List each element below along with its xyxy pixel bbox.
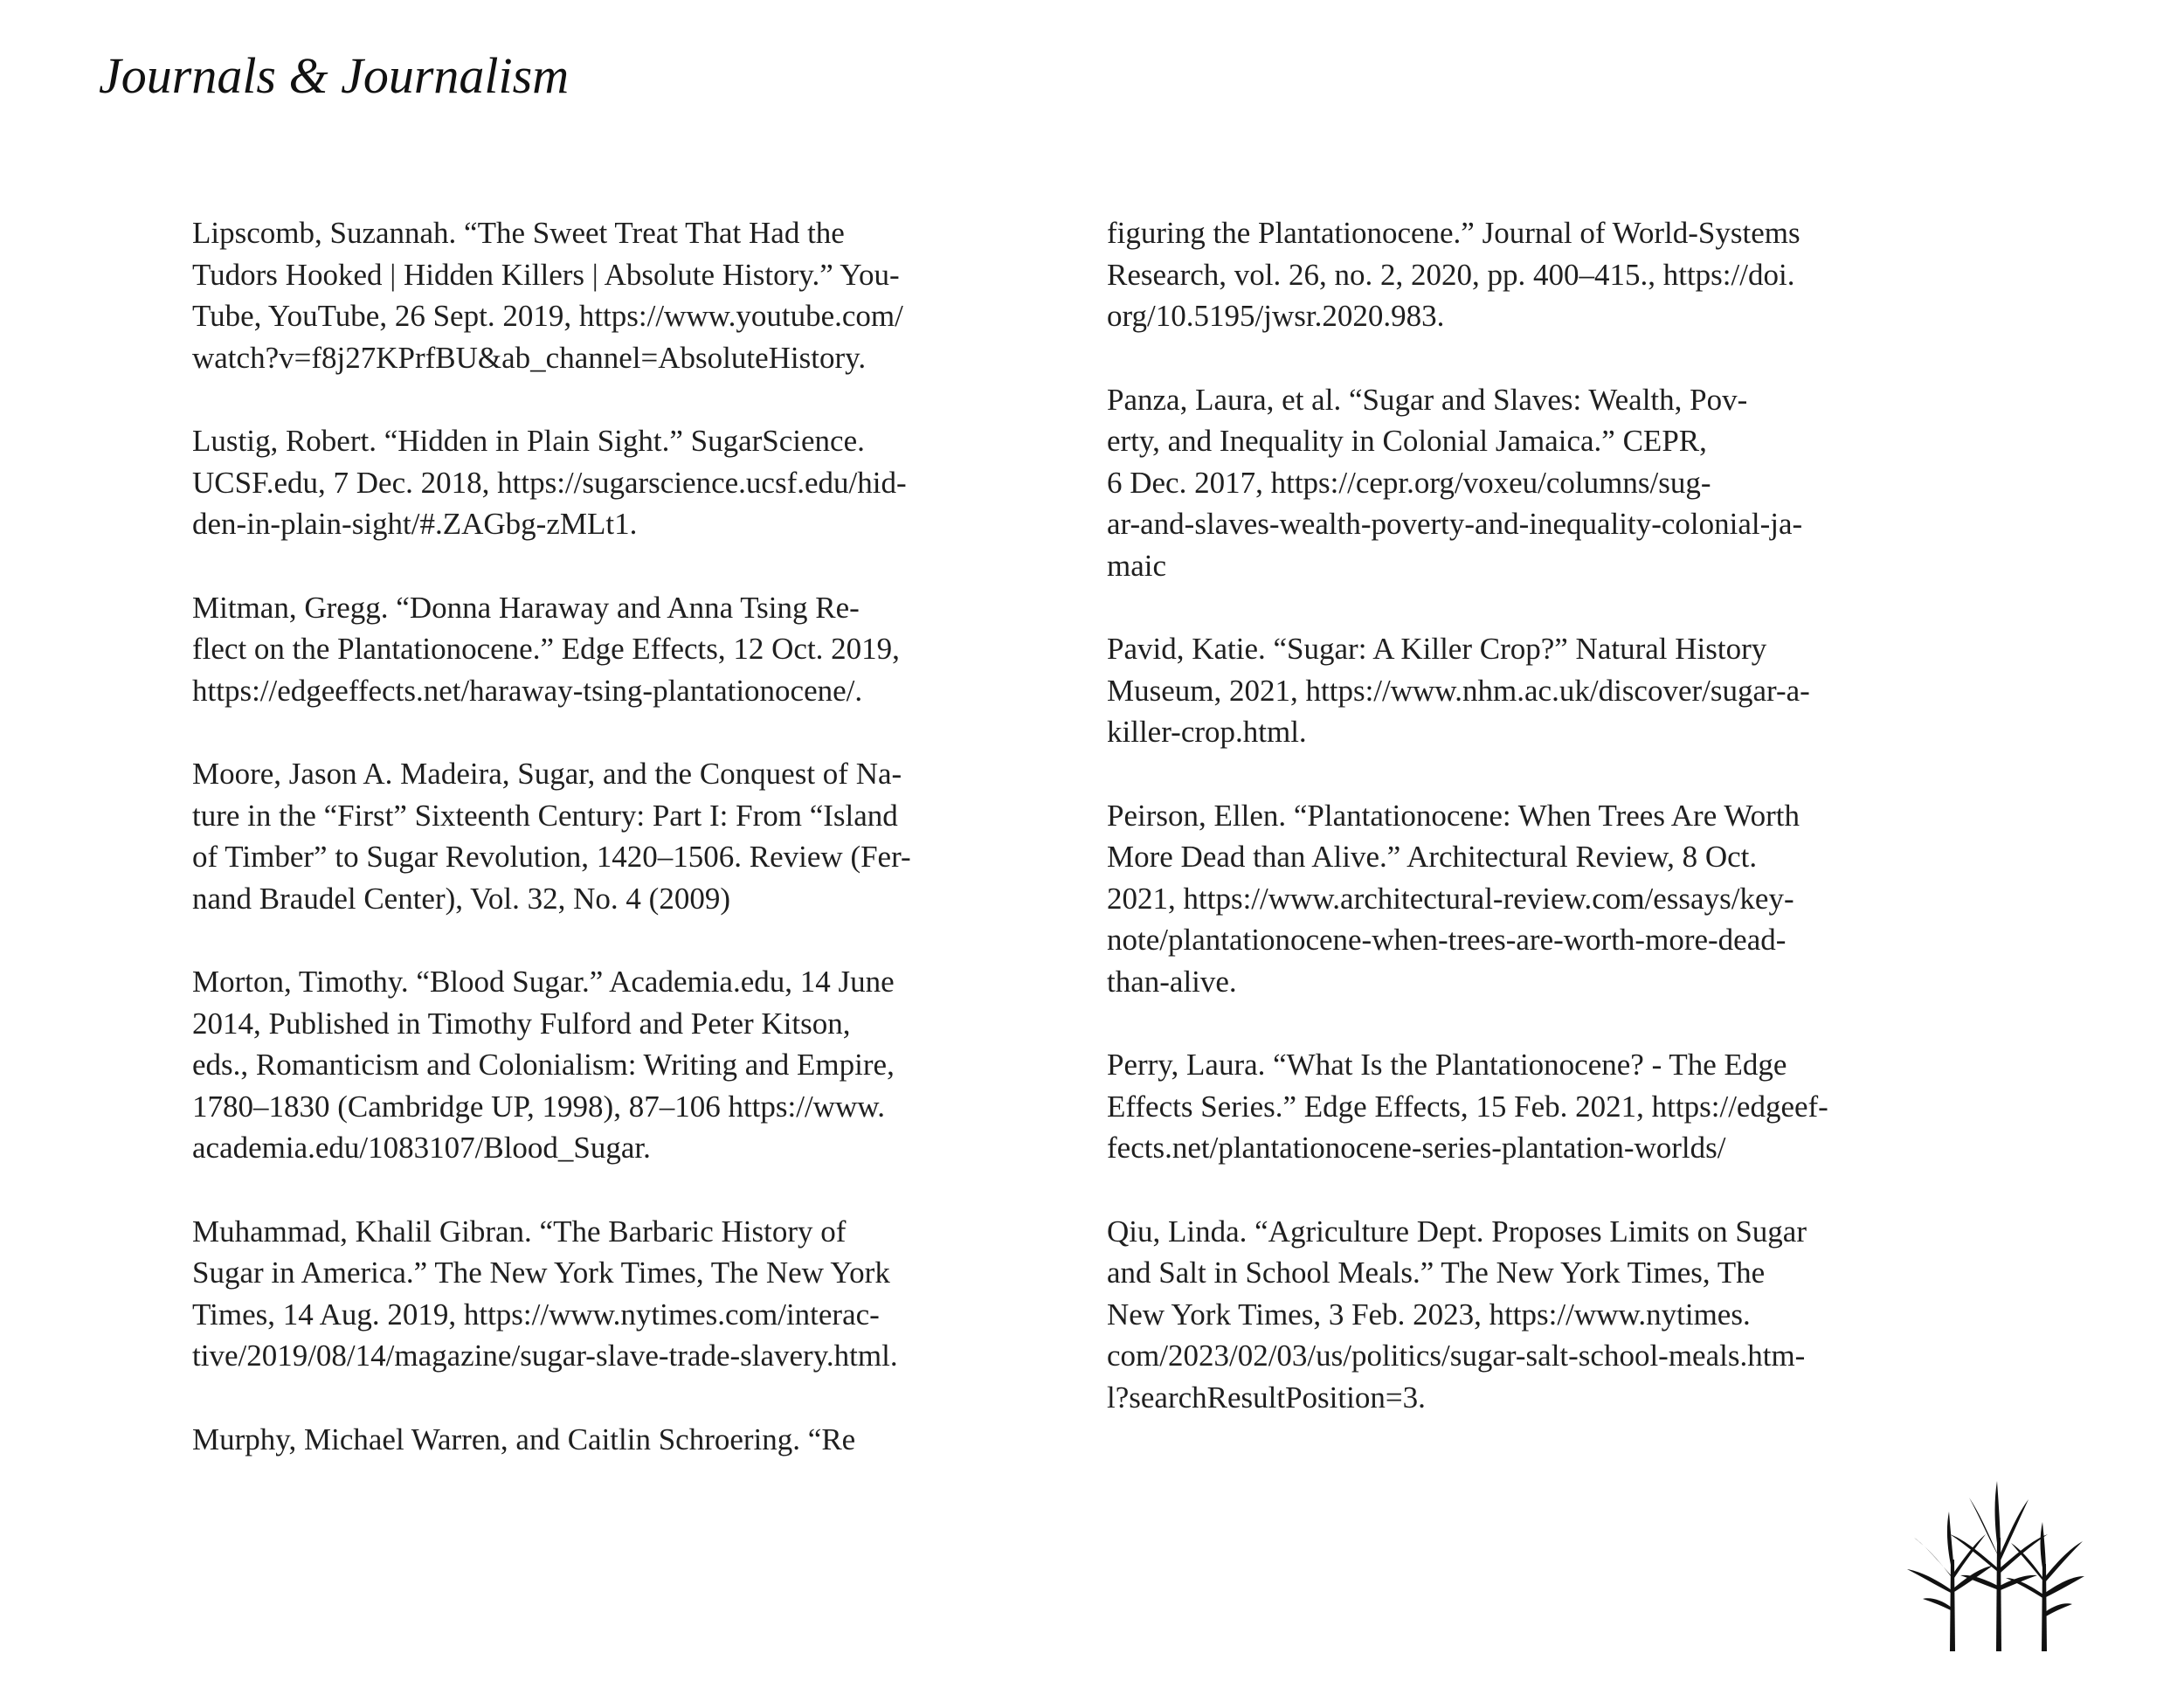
entry-line: erty, and Inequality in Colonial Jamaica.” CEPR, <box>1107 424 1707 458</box>
entry-line: nand Braudel Center), Vol. 32, No. 4 (2009) <box>192 881 730 916</box>
entry-line: UCSF.edu, 7 Dec. 2018, https://sugarscience.ucsf.edu/hid- <box>192 465 907 500</box>
entry-line: Mitman, Gregg. “Donna Haraway and Anna Tsing Re- <box>192 590 860 625</box>
bibliography-entry <box>1107 1044 1876 1169</box>
entry-line: Research, vol. 26, no. 2, 2020, pp. 400–415., https://doi. <box>1107 257 1795 292</box>
bibliography-entry <box>192 753 961 919</box>
bibliography-entry <box>192 212 961 378</box>
entry-line: l?searchResultPosition=3. <box>1107 1380 1426 1415</box>
bibliography-entry <box>192 1211 961 1377</box>
entry-line: fects.net/plantationocene-series-plantation-worlds/ <box>1107 1131 1726 1165</box>
bibliography-entry <box>1107 1211 1876 1419</box>
entry-line: watch?v=f8j27KPrfBU&ab_channel=AbsoluteHistory. <box>192 340 867 375</box>
bibliography-entry <box>192 587 961 712</box>
entry-line: 1780–1830 (Cambridge UP, 1998), 87–106 https://www. <box>192 1089 885 1124</box>
bibliography-column-right <box>1107 212 1876 1460</box>
entry-line: of Timber” to Sugar Revolution, 1420–1506. Review (Fer- <box>192 840 911 874</box>
bibliography-entry <box>1107 379 1876 587</box>
entry-line: 2021, https://www.architectural-review.com/essays/key- <box>1107 881 1794 916</box>
entry-line: Effects Series.” Edge Effects, 15 Feb. 2021, https://edgeef- <box>1107 1089 1828 1124</box>
entry-line: figuring the Plantationocene.” Journal of World-Systems <box>1107 216 1800 250</box>
bibliography-column-left <box>192 212 961 1502</box>
entry-line: eds., Romanticism and Colonialism: Writing and Empire, <box>192 1048 895 1082</box>
entry-line: 2014, Published in Timothy Fulford and Peter Kitson, <box>192 1006 851 1041</box>
entry-line: academia.edu/1083107/Blood_Sugar. <box>192 1131 651 1165</box>
entry-line: ture in the “First” Sixteenth Century: Part I: From “Island <box>192 798 898 833</box>
entry-line: Pavid, Katie. “Sugar: A Killer Crop?” Natural History <box>1107 632 1767 666</box>
bibliography-entry <box>1107 628 1876 753</box>
entry-line: Perry, Laura. “What Is the Plantationocene? - The Edge <box>1107 1048 1787 1082</box>
entry-line: org/10.5195/jwsr.2020.983. <box>1107 299 1445 333</box>
entry-line: 6 Dec. 2017, https://cepr.org/voxeu/columns/sug- <box>1107 465 1711 500</box>
bibliography-entry <box>1107 212 1876 337</box>
entry-line: killer-crop.html. <box>1107 715 1307 749</box>
entry-line: Panza, Laura, et al. “Sugar and Slaves: Wealth, Pov- <box>1107 382 1748 417</box>
bibliography-entry <box>192 1419 961 1461</box>
entry-line: Moore, Jason A. Madeira, Sugar, and the Conquest of Na- <box>192 757 902 791</box>
entry-line: Lipscomb, Suzannah. “The Sweet Treat That Had the <box>192 216 845 250</box>
entry-line: Morton, Timothy. “Blood Sugar.” Academia.edu, 14 June <box>192 965 895 999</box>
entry-line: Times, 14 Aug. 2019, https://www.nytimes.com/interac- <box>192 1297 880 1332</box>
bibliography-entry <box>192 961 961 1169</box>
entry-line: flect on the Plantationocene.” Edge Effects, 12 Oct. 2019, <box>192 632 900 666</box>
entry-line: Tudors Hooked | Hidden Killers | Absolute History.” You- <box>192 257 900 292</box>
entry-line: maic <box>1107 548 1167 583</box>
entry-line: tive/2019/08/14/magazine/sugar-slave-trade-slavery.html. <box>192 1339 898 1373</box>
entry-line: Lustig, Robert. “Hidden in Plain Sight.” SugarScience. <box>192 424 865 458</box>
entry-line: Qiu, Linda. “Agriculture Dept. Proposes Limits on Sugar <box>1107 1214 1807 1249</box>
bibliography-entry <box>1107 795 1876 1003</box>
entry-line: New York Times, 3 Feb. 2023, https://www.nytimes. <box>1107 1297 1751 1332</box>
entry-line: More Dead than Alive.” Architectural Review, 8 Oct. <box>1107 840 1758 874</box>
entry-line: Tube, YouTube, 26 Sept. 2019, https://www.youtube.com/ <box>192 299 903 333</box>
entry-line: Muhammad, Khalil Gibran. “The Barbaric History of <box>192 1214 847 1249</box>
entry-line: ar-and-slaves-wealth-poverty-and-inequality-colonial-ja- <box>1107 507 1803 541</box>
entry-line: and Salt in School Meals.” The New York Times, The <box>1107 1256 1766 1290</box>
entry-line: com/2023/02/03/us/politics/sugar-salt-school-meals.htm- <box>1107 1339 1806 1373</box>
entry-line: Museum, 2021, https://www.nhm.ac.uk/discover/sugar-a- <box>1107 673 1810 708</box>
sugarcane-plant-icon <box>1904 1477 2088 1651</box>
entry-line: Peirson, Ellen. “Plantationocene: When Trees Are Worth <box>1107 798 1800 833</box>
entry-line: than-alive. <box>1107 964 1237 999</box>
entry-line: https://edgeeffects.net/haraway-tsing-plantationocene/. <box>192 673 863 708</box>
entry-line: note/plantationocene-when-trees-are-worth-more-dead- <box>1107 923 1787 957</box>
entry-line: Murphy, Michael Warren, and Caitlin Schroering. “Re <box>192 1422 856 1456</box>
entry-line: den-in-plain-sight/#.ZAGbg-zMLt1. <box>192 507 638 541</box>
bibliography-entry <box>192 420 961 545</box>
entry-line: Sugar in America.” The New York Times, The New York <box>192 1256 890 1290</box>
page-title: Journals & Journalism <box>99 47 570 104</box>
